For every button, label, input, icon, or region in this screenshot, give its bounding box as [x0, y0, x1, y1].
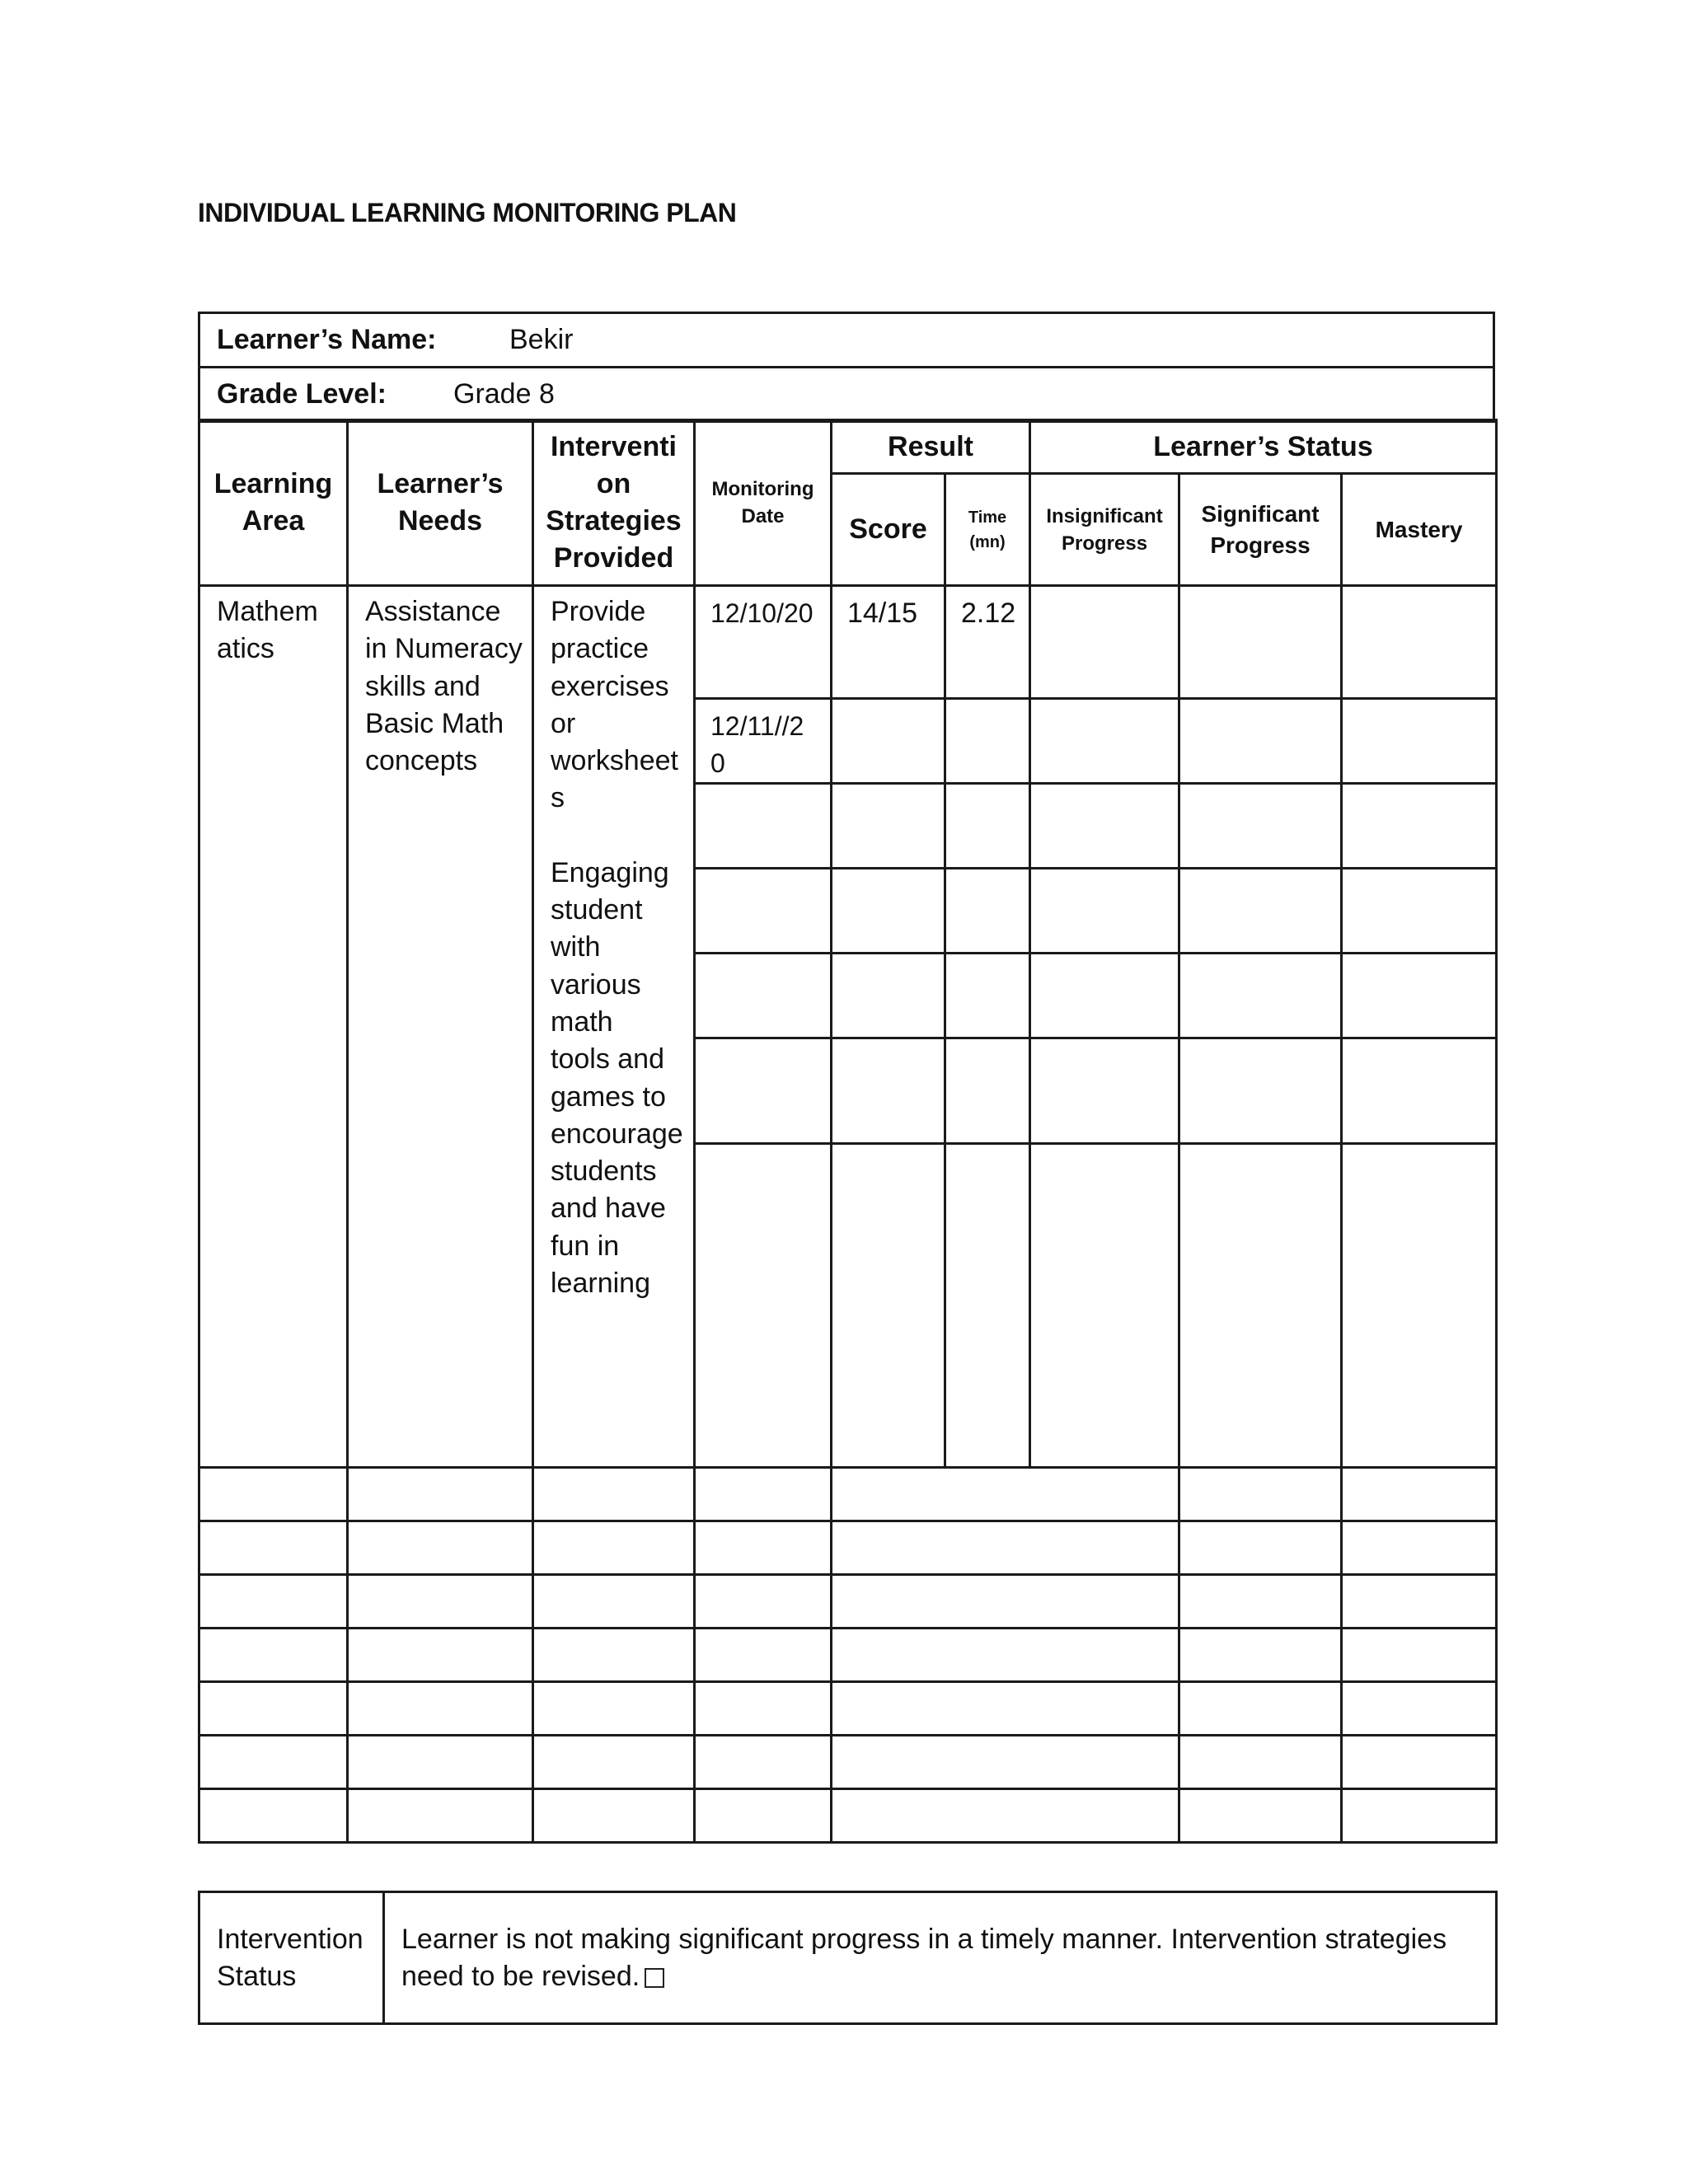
- significant-cell: [1179, 784, 1342, 869]
- significant-progress-2: [1179, 699, 1342, 784]
- learners-needs-cell: Assistance in Numeracy skills and Basic Math concepts: [348, 586, 533, 1468]
- insignificant-cell: [1030, 1144, 1179, 1468]
- time-2: [945, 699, 1030, 784]
- header-mastery: Mastery: [1342, 474, 1497, 586]
- revise-checkbox[interactable]: [645, 1968, 664, 1988]
- header-insignificant-progress: Insignificant Progress: [1030, 474, 1179, 586]
- header-significant-progress: Significant Progress: [1179, 474, 1342, 586]
- header-learners-needs: Learner’s Needs: [348, 420, 533, 586]
- learner-name-label: Learner’s Name:: [217, 324, 437, 355]
- score-cell: [832, 1038, 945, 1144]
- document-title: INDIVIDUAL LEARNING MONITORING PLAN: [198, 198, 737, 227]
- header-result: Result: [832, 420, 1030, 474]
- score-1: 14/15: [832, 586, 945, 699]
- header-score: Score: [832, 474, 945, 586]
- mastery-cell: [1342, 1144, 1497, 1468]
- score-cell: [832, 1144, 945, 1468]
- grade-level-value: Grade 8: [453, 378, 555, 410]
- monitoring-date-cell: [695, 1144, 832, 1468]
- time-cell: [945, 1144, 1030, 1468]
- insignificant-cell: [1030, 869, 1179, 954]
- mastery-1: [1342, 586, 1497, 699]
- empty-row: [199, 1682, 1497, 1736]
- insignificant-cell: [1030, 784, 1179, 869]
- mastery-cell: [1342, 784, 1497, 869]
- header-time: Time (mn): [945, 474, 1030, 586]
- learning-area-cell: Mathem atics: [199, 586, 348, 1468]
- significant-cell: [1179, 1144, 1342, 1468]
- time-1: 2.12: [945, 586, 1030, 699]
- insignificant-progress-1: [1030, 586, 1179, 699]
- header-intervention-strategies: Interventi on Strategies Provided: [533, 420, 695, 586]
- insignificant-cell: [1030, 954, 1179, 1038]
- monitoring-date-cell: [695, 784, 832, 869]
- header-monitoring-date: Monitoring Date: [695, 420, 832, 586]
- monitoring-table: [198, 419, 1498, 1844]
- learner-name-cell: [199, 313, 1494, 368]
- header-learners-status: Learner’s Status: [1030, 420, 1497, 474]
- insignificant-progress-2: [1030, 699, 1179, 784]
- grade-level-cell: [199, 368, 1494, 422]
- score-2: [832, 699, 945, 784]
- mastery-cell: [1342, 869, 1497, 954]
- score-cell: [832, 869, 945, 954]
- score-cell: [832, 784, 945, 869]
- mastery-cell: [1342, 1038, 1497, 1144]
- empty-row: [199, 1736, 1497, 1789]
- insignificant-cell: [1030, 1038, 1179, 1144]
- significant-cell: [1179, 1038, 1342, 1144]
- significant-progress-1: [1179, 586, 1342, 699]
- learner-name-value: Bekir: [509, 324, 574, 355]
- intervention-status-label: Intervention Status: [199, 1892, 384, 2024]
- header-learning-area: Learning Area: [199, 420, 348, 586]
- monitoring-date-2: 12/11//2 0: [695, 699, 832, 784]
- monitoring-date-1: 12/10/20: [695, 586, 832, 699]
- score-cell: [832, 954, 945, 1038]
- time-cell: [945, 1038, 1030, 1144]
- time-cell: [945, 869, 1030, 954]
- intervention-status-text: Learner is not making significant progress in a timely manner. Intervention strategies need to be revised.: [384, 1892, 1497, 2024]
- empty-row: [199, 1521, 1497, 1575]
- empty-row: [199, 1575, 1497, 1629]
- monitoring-date-cell: [695, 869, 832, 954]
- monitoring-date-cell: [695, 1038, 832, 1144]
- time-cell: [945, 954, 1030, 1038]
- intervention-strategies-cell: Provide practice exercises or worksheet s Engaging student with various math tools and games to encourage students and have fun in learning: [533, 586, 695, 1468]
- mastery-cell: [1342, 954, 1497, 1038]
- grade-level-label: Grade Level:: [217, 378, 387, 410]
- mastery-2: [1342, 699, 1497, 784]
- intervention-status-table: [198, 1891, 1498, 2025]
- empty-row: [199, 1629, 1497, 1682]
- monitoring-date-cell: [695, 954, 832, 1038]
- empty-row: [199, 1468, 1497, 1521]
- significant-cell: [1179, 954, 1342, 1038]
- significant-cell: [1179, 869, 1342, 954]
- time-cell: [945, 784, 1030, 869]
- empty-row: [199, 1789, 1497, 1843]
- learner-info-table: [198, 312, 1495, 423]
